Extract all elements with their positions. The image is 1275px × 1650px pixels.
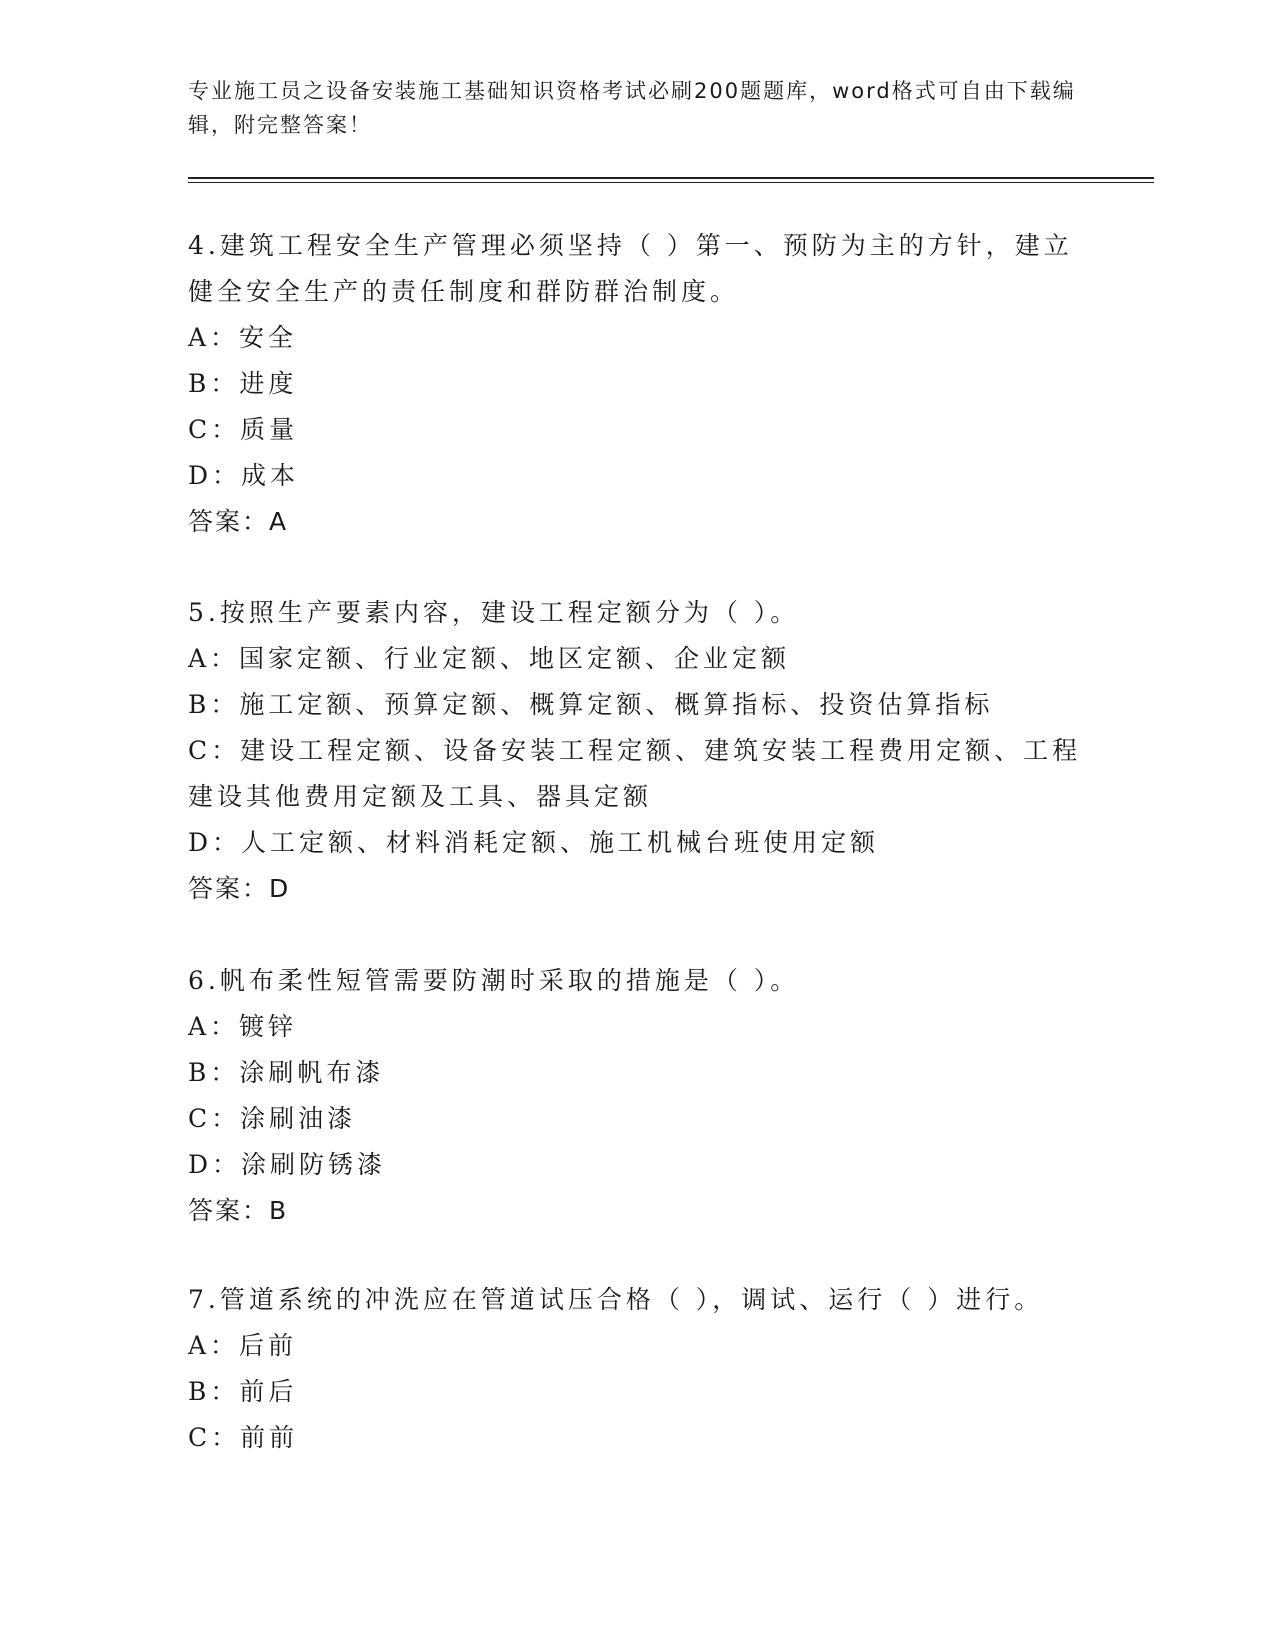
document-header: 专业施工员之设备安装施工基础知识资格考试必刷200题题库，word格式可自由下载编辑，附完整答案！: [188, 79, 1076, 137]
option-a: A：镀锌: [188, 1012, 298, 1041]
question-stem: 5.按照生产要素内容，建设工程定额分为（ ）。: [188, 598, 800, 627]
option-a: A：安全: [188, 323, 298, 352]
question-6: [188, 958, 1088, 1234]
option-b: B：进度: [188, 369, 298, 398]
question-4: [188, 223, 1088, 545]
option-b: B：前后: [188, 1377, 298, 1406]
option-d: D：成本: [188, 461, 300, 490]
option-b: B：涂刷帆布漆: [188, 1058, 385, 1087]
option-a: A：国家定额、行业定额、地区定额、企业定额: [188, 644, 791, 673]
option-c: C：质量: [188, 415, 299, 444]
option-d: D：涂刷防锈漆: [188, 1150, 387, 1179]
answer: 答案：A: [188, 507, 289, 536]
answer: 答案：B: [188, 1196, 289, 1225]
option-c: C：建设工程定额、设备安装工程定额、建筑安装工程费用定额、工程建设其他费用定额及工具、器具定额: [188, 736, 1082, 811]
option-c: C：涂刷油漆: [188, 1104, 357, 1133]
header-divider: [188, 177, 1154, 179]
option-a: A：后前: [188, 1331, 298, 1360]
option-b: B：施工定额、预算定额、概算定额、概算指标、投资估算指标: [188, 690, 994, 719]
question-stem: 6.帆布柔性短管需要防潮时采取的措施是（ ）。: [188, 966, 800, 995]
option-d: D：人工定额、材料消耗定额、施工机械台班使用定额: [188, 828, 880, 857]
header-divider-thin: [188, 182, 1154, 183]
question-7: [188, 1277, 1088, 1461]
answer: 答案：D: [188, 874, 291, 903]
question-5: [188, 590, 1088, 912]
question-stem: 7.管道系统的冲洗应在管道试压合格（ ），调试、运行（ ）进行。: [188, 1285, 1044, 1314]
question-stem: 4.建筑工程安全生产管理必须坚持（ ）第一、预防为主的方针，建立健全安全生产的责任制度和群防群治制度。: [188, 231, 1073, 306]
option-c: C：前前: [188, 1423, 299, 1452]
